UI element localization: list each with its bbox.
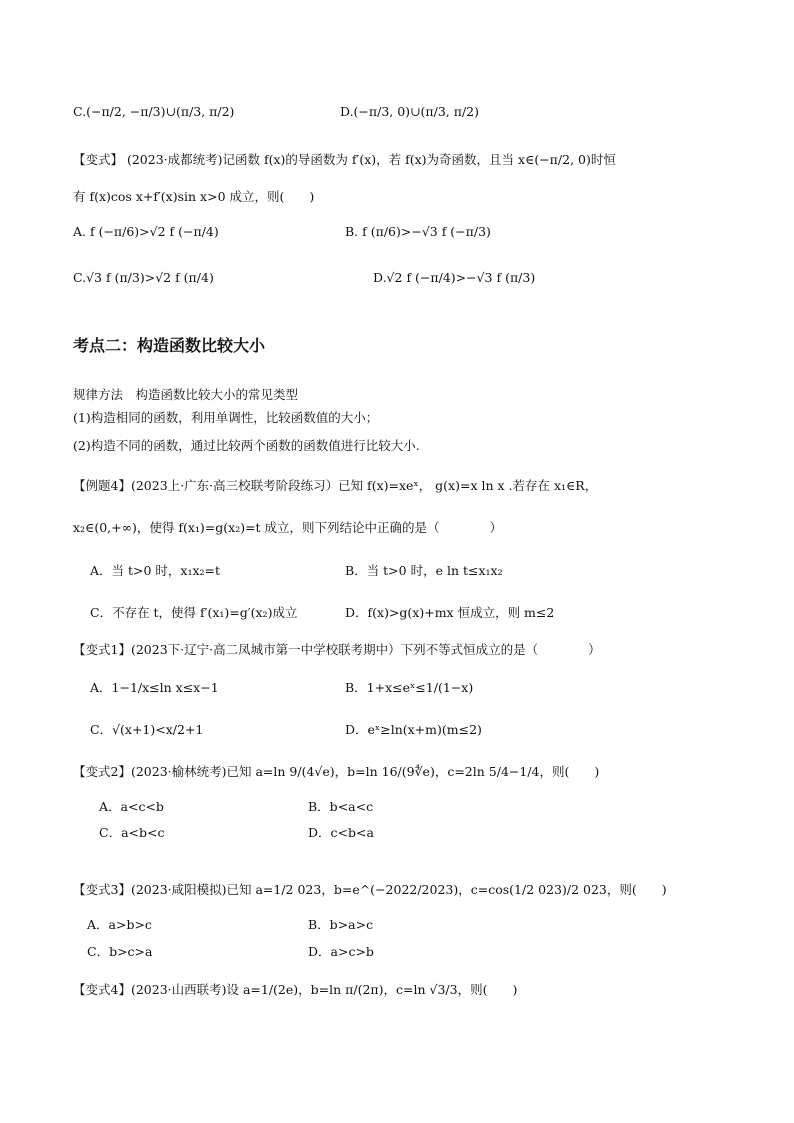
variant-question-cont: 有 f(x)cos x+f′(x)sin x>0 成立，则( ): [73, 189, 315, 204]
example-4-option-a: A．当 t>0 时，x₁x₂=t: [90, 563, 221, 578]
variant-2-option-a: A．a<c<b: [99, 799, 164, 814]
section-title: 考点二：构造函数比较大小: [73, 336, 266, 355]
variant-1-option-a: A．1−1/x≤ln x≤x−1: [90, 680, 219, 695]
example-4-option-d: D．f(x)>g(x)+mx 恒成立，则 m≤2: [345, 605, 555, 620]
variant-2-option-d: D．c<b<a: [308, 825, 374, 840]
variant-2-option-b: B．b<a<c: [308, 799, 374, 814]
option-c: C.(−π/2, −π/3)∪(π/3, π/2): [73, 104, 235, 119]
variant-3-option-c: C．b>c>a: [87, 944, 153, 959]
variant-1-option-d: D．eˣ≥ln(x+m)(m≤2): [345, 722, 482, 737]
variant-3: 【变式3】(2023·咸阳模拟)已知 a=1/2 023，b=e^(−2022/2023)，c=cos(1/2 023)/2 023，则( ): [73, 882, 667, 897]
variant-3-option-d: D．a>c>b: [308, 944, 374, 959]
variant-option-b: B. f (π/6)>−√3 f (−π/3): [345, 224, 491, 239]
variant-option-c: C.√3 f (π/3)>√2 f (π/4): [73, 270, 214, 285]
variant-option-d: D.√2 f (−π/4)>−√3 f (π/3): [373, 270, 536, 285]
variant-1-option-c: C．√(x+1)<x/2+1: [90, 722, 204, 737]
method-item-1: (1)构造相同的函数，利用单调性，比较函数值的大小；: [73, 410, 379, 425]
variant-option-a: A. f (−π/6)>√2 f (−π/4): [73, 224, 219, 239]
variant-4: 【变式4】(2023·山西联考)设 a=1/(2e)，b=ln π/(2π)，c=ln √3/3，则( ): [73, 982, 518, 997]
variant-2-option-c: C．a<b<c: [99, 825, 165, 840]
method-item-2: (2)构造不同的函数，通过比较两个函数的函数值进行比较大小.: [73, 438, 420, 453]
method-title: 规律方法 构造函数比较大小的常见类型: [73, 387, 299, 402]
example-4-option-b: B．当 t>0 时，e ln t≤x₁x₂: [345, 563, 503, 578]
variant-3-option-b: B．b>a>c: [308, 917, 374, 932]
example-4-cont: x₂∈(0,+∞)，使得 f(x₁)=g(x₂)=t 成立，则下列结论中正确的是（ ）: [73, 520, 503, 535]
variant-3-option-a: A．a>b>c: [87, 917, 152, 932]
example-4-option-c: C．不存在 t，使得 f′(x₁)=g′(x₂)成立: [90, 605, 298, 620]
variant-1: 【变式1】(2023下·辽宁·高二凤城市第一中学校联考期中）下列不等式恒成立的是（ ）: [73, 642, 601, 657]
variant-1-option-b: B．1+x≤eˣ≤1/(1−x): [345, 680, 474, 695]
example-4: 【例题4】(2023上·广东·高三校联考阶段练习）已知 f(x)=xeˣ， g(x)=x ln x .若存在 x₁∈R，: [73, 478, 598, 493]
variant-question: 【变式】 (2023·成都统考)记函数 f(x)的导函数为 f′(x)，若 f(x)为奇函数，且当 x∈(−π/2, 0)时恒: [73, 152, 616, 167]
option-d: D.(−π/3, 0)∪(π/3, π/2): [340, 104, 479, 119]
variant-2: 【变式2】(2023·榆林统考)已知 a=ln 9/(4√e)，b=ln 16/(9∜e)，c=2ln 5/4−1/4，则( ): [73, 764, 600, 779]
